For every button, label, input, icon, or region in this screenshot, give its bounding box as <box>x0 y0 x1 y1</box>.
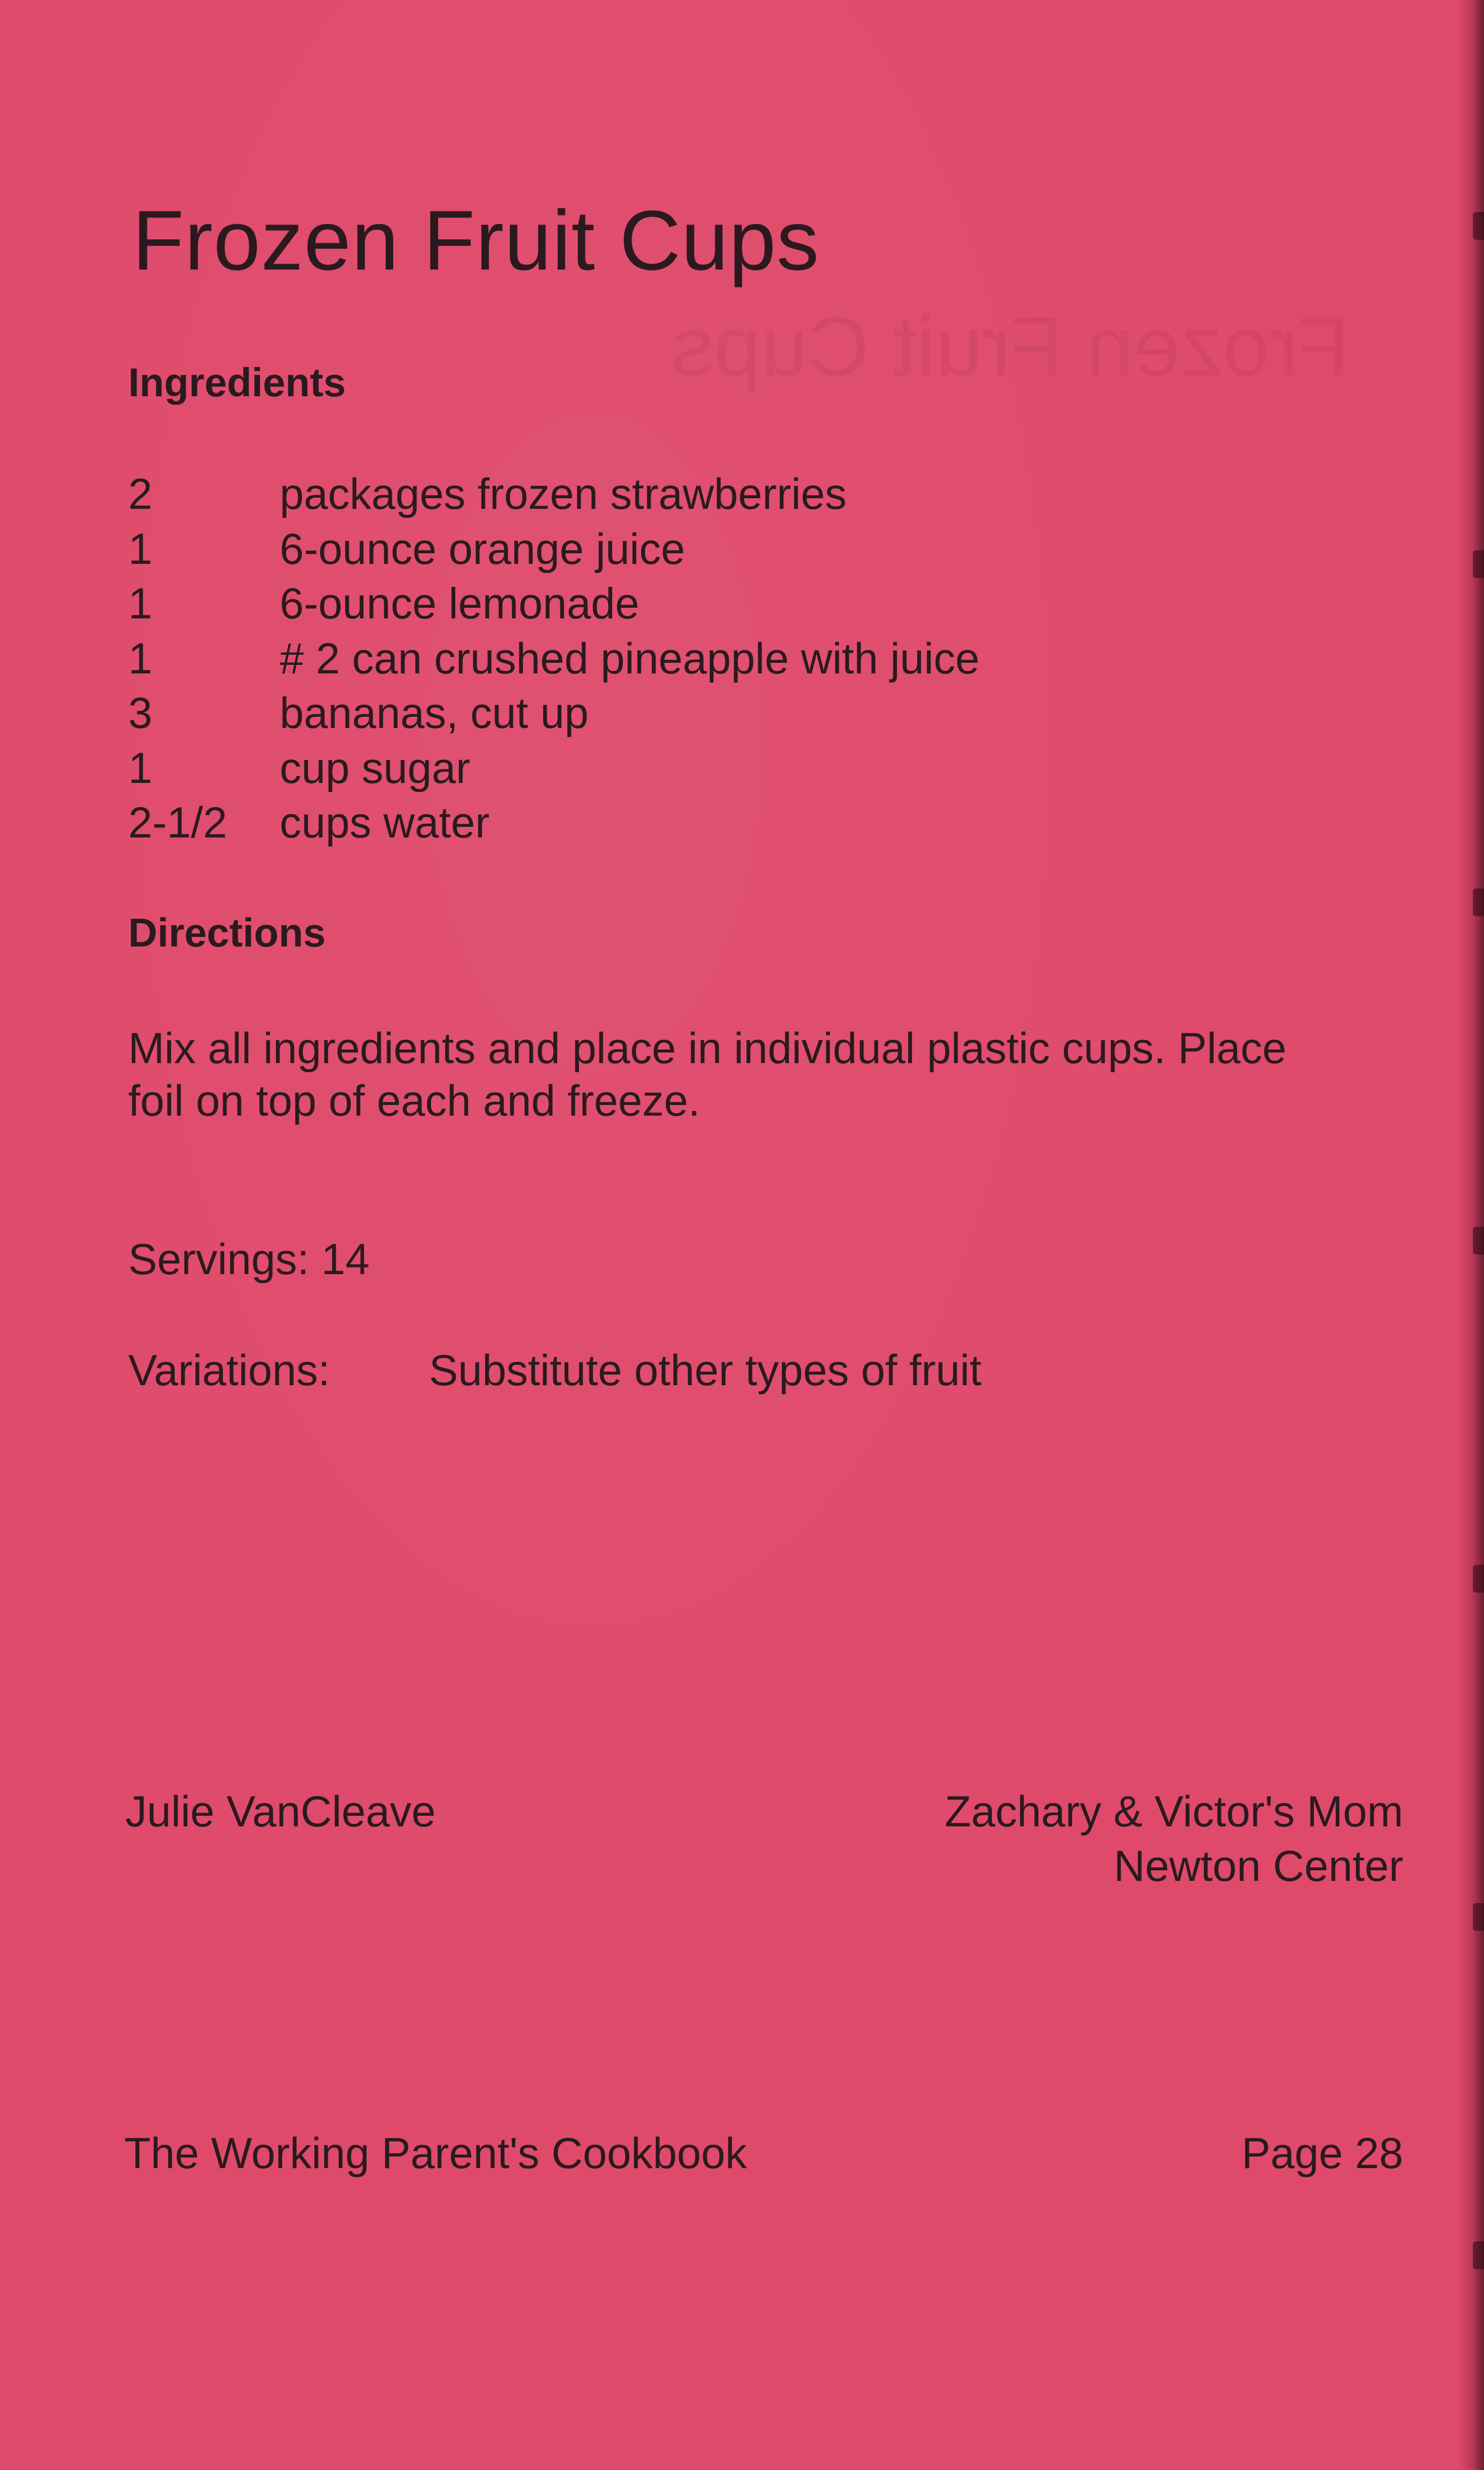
book-title: The Working Parent's Cookbook <box>124 2129 747 2178</box>
ingredient-description: cups water <box>280 799 490 847</box>
ingredients-list <box>128 467 979 851</box>
binding-notch <box>1473 212 1484 240</box>
contributor-name: Julie VanCleave <box>125 1788 436 1836</box>
ingredient-quantity: 2-1/2 <box>128 799 228 847</box>
variations-text <box>128 1344 982 1397</box>
ingredient-description: # 2 can crushed pineapple with juice <box>280 634 980 683</box>
ingredient-quantity: 1 <box>128 524 152 573</box>
contributor-info <box>944 1784 1403 1894</box>
directions-line: Mix all ingredients and place in individual plastic cups. Place <box>128 1024 1287 1073</box>
ingredient-item <box>128 632 979 687</box>
contributor-location: Newton Center <box>1114 1842 1403 1890</box>
contributor-relation: Zachary & Victor's Mom <box>944 1788 1403 1836</box>
ingredient-quantity: 2 <box>128 470 152 518</box>
page-number: Page 28 <box>1241 2129 1403 2178</box>
ingredient-item <box>128 576 979 632</box>
binding-notch <box>1473 550 1484 578</box>
binding-notch <box>1473 1903 1484 1931</box>
directions-heading: Directions <box>128 910 326 955</box>
directions-text <box>128 1022 1287 1127</box>
directions-line: foil on top of each and freeze. <box>128 1077 701 1125</box>
ingredient-description: 6-ounce orange juice <box>280 524 685 573</box>
ingredient-quantity: 1 <box>128 580 152 628</box>
ingredient-description: 6-ounce lemonade <box>280 580 640 628</box>
ingredient-item <box>128 522 979 577</box>
recipe-title: Frozen Fruit Cups <box>132 193 820 288</box>
binding-notch <box>1473 1565 1484 1593</box>
show-through-title: Frozen Fruit Cups <box>671 299 1350 394</box>
ingredient-item <box>128 741 979 796</box>
binding-notch <box>1473 1227 1484 1254</box>
ingredient-item <box>128 467 979 522</box>
ingredient-item <box>128 796 979 851</box>
ingredient-quantity: 1 <box>128 634 152 683</box>
ingredient-quantity: 1 <box>128 744 152 793</box>
ingredient-quantity: 3 <box>128 689 152 738</box>
binding-notch <box>1473 2241 1484 2269</box>
servings-text: Servings: 14 <box>128 1235 370 1284</box>
ingredient-description: bananas, cut up <box>280 689 589 738</box>
variations-label: Variations: <box>128 1346 330 1395</box>
variations-value: Substitute other types of fruit <box>429 1346 982 1395</box>
ingredient-description: cup sugar <box>280 744 470 793</box>
binding-notch <box>1473 888 1484 916</box>
ingredient-item <box>128 686 979 741</box>
ingredient-description: packages frozen strawberries <box>280 470 847 518</box>
ingredients-heading: Ingredients <box>128 360 346 405</box>
